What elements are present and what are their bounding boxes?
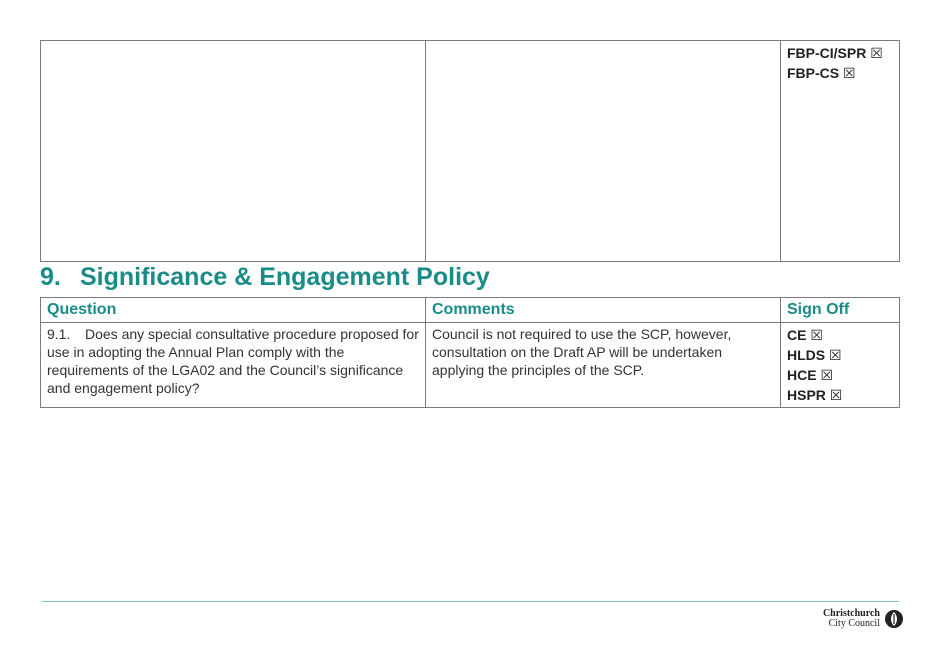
section-title: Significance & Engagement Policy xyxy=(80,263,490,291)
signoff-cell xyxy=(781,323,900,408)
comments-header: Comments xyxy=(426,298,781,323)
section-heading xyxy=(40,262,490,292)
section-number: 9. xyxy=(40,263,61,291)
signoff-item: FBP-CS ☒ xyxy=(787,65,856,81)
logo-line-2: City Council xyxy=(828,618,880,629)
council-logo xyxy=(823,609,904,629)
checkbox-checked-icon[interactable]: ☒ xyxy=(820,367,834,383)
comment-cell xyxy=(426,41,781,262)
comment-text: Council is not required to use the SCP, however, consultation on the Draft AP will be undertaken applying the principles of the SCP. xyxy=(432,326,732,378)
checkbox-checked-icon[interactable]: ☒ xyxy=(829,347,842,363)
checkbox-checked-icon[interactable]: ☒ xyxy=(843,65,856,81)
table-row xyxy=(41,41,900,262)
signoff-item: HCE ☒ xyxy=(787,367,834,383)
signoff-item: FBP-CI/SPR ☒ xyxy=(787,45,883,61)
footer-divider xyxy=(42,601,899,602)
signoff-item: CE ☒ xyxy=(787,327,823,343)
question-cell xyxy=(41,41,426,262)
council-emblem-icon xyxy=(884,609,904,629)
carryover-table xyxy=(40,40,900,262)
checkbox-checked-icon[interactable]: ☒ xyxy=(810,327,823,343)
table-header-row xyxy=(41,298,900,323)
checkbox-checked-icon[interactable]: ☒ xyxy=(829,387,843,403)
policy-table xyxy=(40,297,900,408)
question-text: Does any special consultative procedure proposed for use in adopting the Annual Plan comply with the requirements of the LGA02 and the Council’s significance and engagement policy? xyxy=(47,326,419,396)
signoff-header: Sign Off xyxy=(781,298,900,323)
signoff-item: HLDS ☒ xyxy=(787,347,842,363)
question-number: 9.1. xyxy=(47,326,71,342)
signoff-item: HSPR ☒ xyxy=(787,387,843,403)
table-row xyxy=(41,323,900,408)
logo-line-1: Christchurch xyxy=(822,608,880,619)
comment-cell xyxy=(426,323,781,408)
checkbox-checked-icon[interactable]: ☒ xyxy=(870,45,883,61)
question-cell xyxy=(41,323,426,408)
question-header: Question xyxy=(41,298,426,323)
signoff-cell xyxy=(781,41,900,262)
